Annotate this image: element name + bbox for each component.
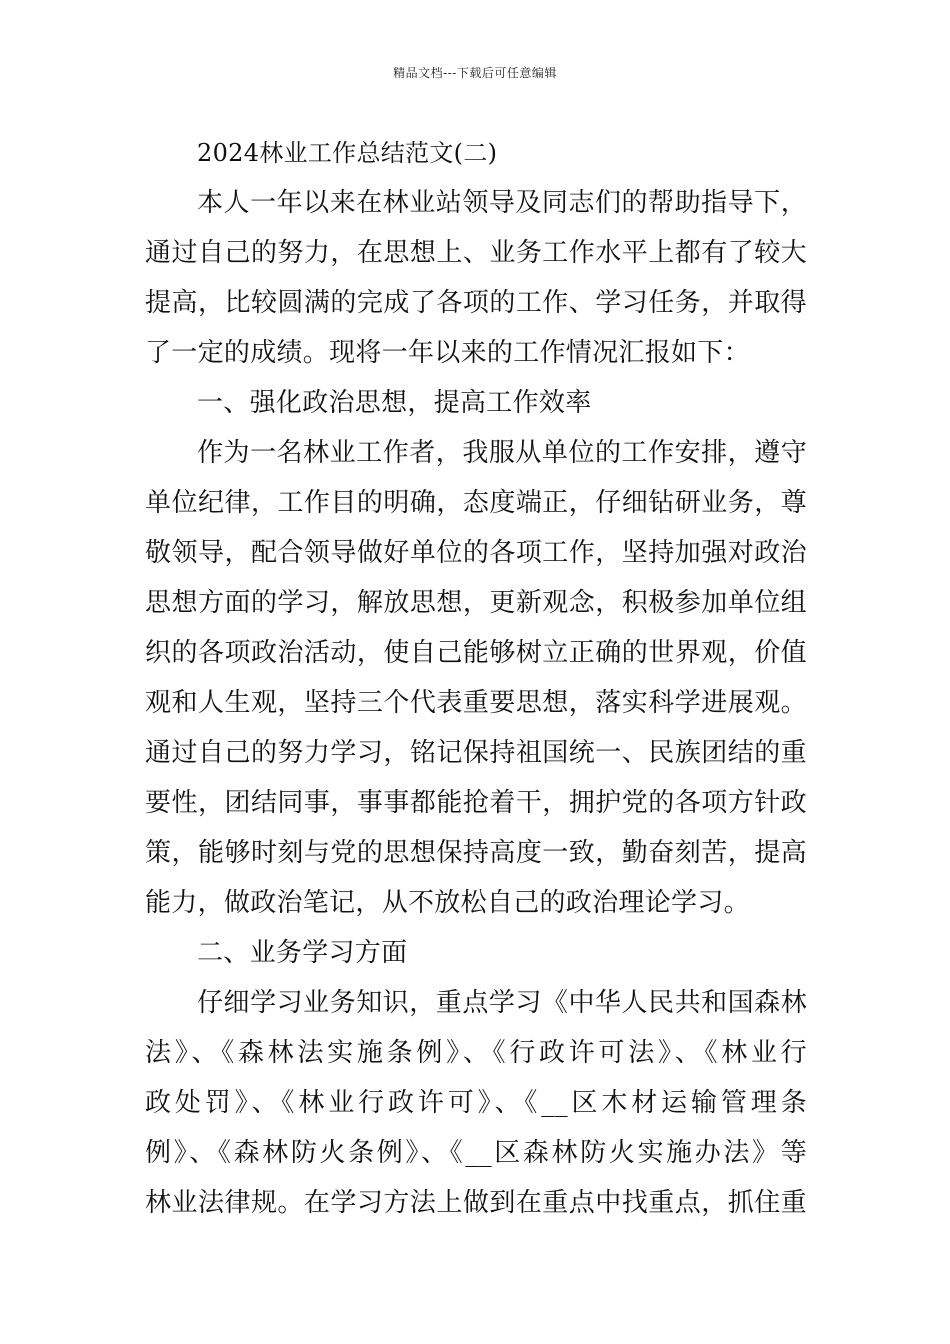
paragraph-political (145, 428, 807, 928)
paragraph-line: 了一定的成绩。现将一年以来的工作情况汇报如下： (145, 338, 750, 368)
document-body (145, 128, 807, 1228)
paragraph-line: 通过自己的努力学习，铭记保持祖国统一、民族团结的重 (145, 738, 807, 768)
paragraph-line: 观和人生观，坚持三个代表重要思想，落实科学进展观。 (145, 688, 807, 718)
paragraph-line: 单位纪律，工作目的明确，态度端正，仔细钻研业务，尊 (145, 488, 807, 518)
document-title: 2024林业工作总结范文(二) (197, 139, 498, 167)
paragraph-line: 法》、《森林法实施条例》、《行政许可法》、《林业行 (145, 1038, 807, 1068)
paragraph-line: 本人一年以来在林业站领导及同志们的帮助指导下， (197, 188, 807, 218)
paragraph-intro (145, 178, 807, 378)
paragraph-line: 林业法律规。在学习方法上做到在重点中找重点，抓住重 (145, 1188, 807, 1218)
paragraph-line: 例》、《森林防火条例》、《__区森林防火实施办法》等 (145, 1138, 807, 1168)
section-heading-1: 一、强化政治思想，提高工作效率 (197, 388, 592, 418)
paragraph-line: 策，能够时刻与党的思想保持高度一致，勤奋刻苦，提高 (145, 838, 807, 868)
page-header: 精品文档---下载后可任意编辑 (393, 66, 557, 80)
paragraph-line: 敬领导，配合领导做好单位的各项工作，坚持加强对政治 (145, 538, 807, 568)
section-heading-2: 二、业务学习方面 (197, 938, 408, 968)
paragraph-line: 思想方面的学习，解放思想，更新观念，积极参加单位组 (145, 588, 807, 618)
paragraph-line: 作为一名林业工作者，我服从单位的工作安排，遵守 (197, 438, 807, 468)
paragraph-line: 通过自己的努力，在思想上、业务工作水平上都有了较大 (145, 238, 807, 268)
paragraph-line: 能力，做政治笔记，从不放松自己的政治理论学习。 (145, 888, 750, 918)
paragraph-line: 政处罚》、《林业行政许可》、《__区木材运输管理条 (145, 1088, 807, 1118)
paragraph-line: 要性，团结同事，事事都能抢着干，拥护党的各项方针政 (145, 788, 807, 818)
paragraph-business (145, 978, 807, 1228)
paragraph-line: 织的各项政治活动，使自己能够树立正确的世界观，价值 (145, 638, 807, 668)
paragraph-line: 提高，比较圆满的完成了各项的工作、学习任务，并取得 (145, 288, 807, 318)
paragraph-line: 仔细学习业务知识，重点学习《中华人民共和国森林 (197, 988, 807, 1018)
